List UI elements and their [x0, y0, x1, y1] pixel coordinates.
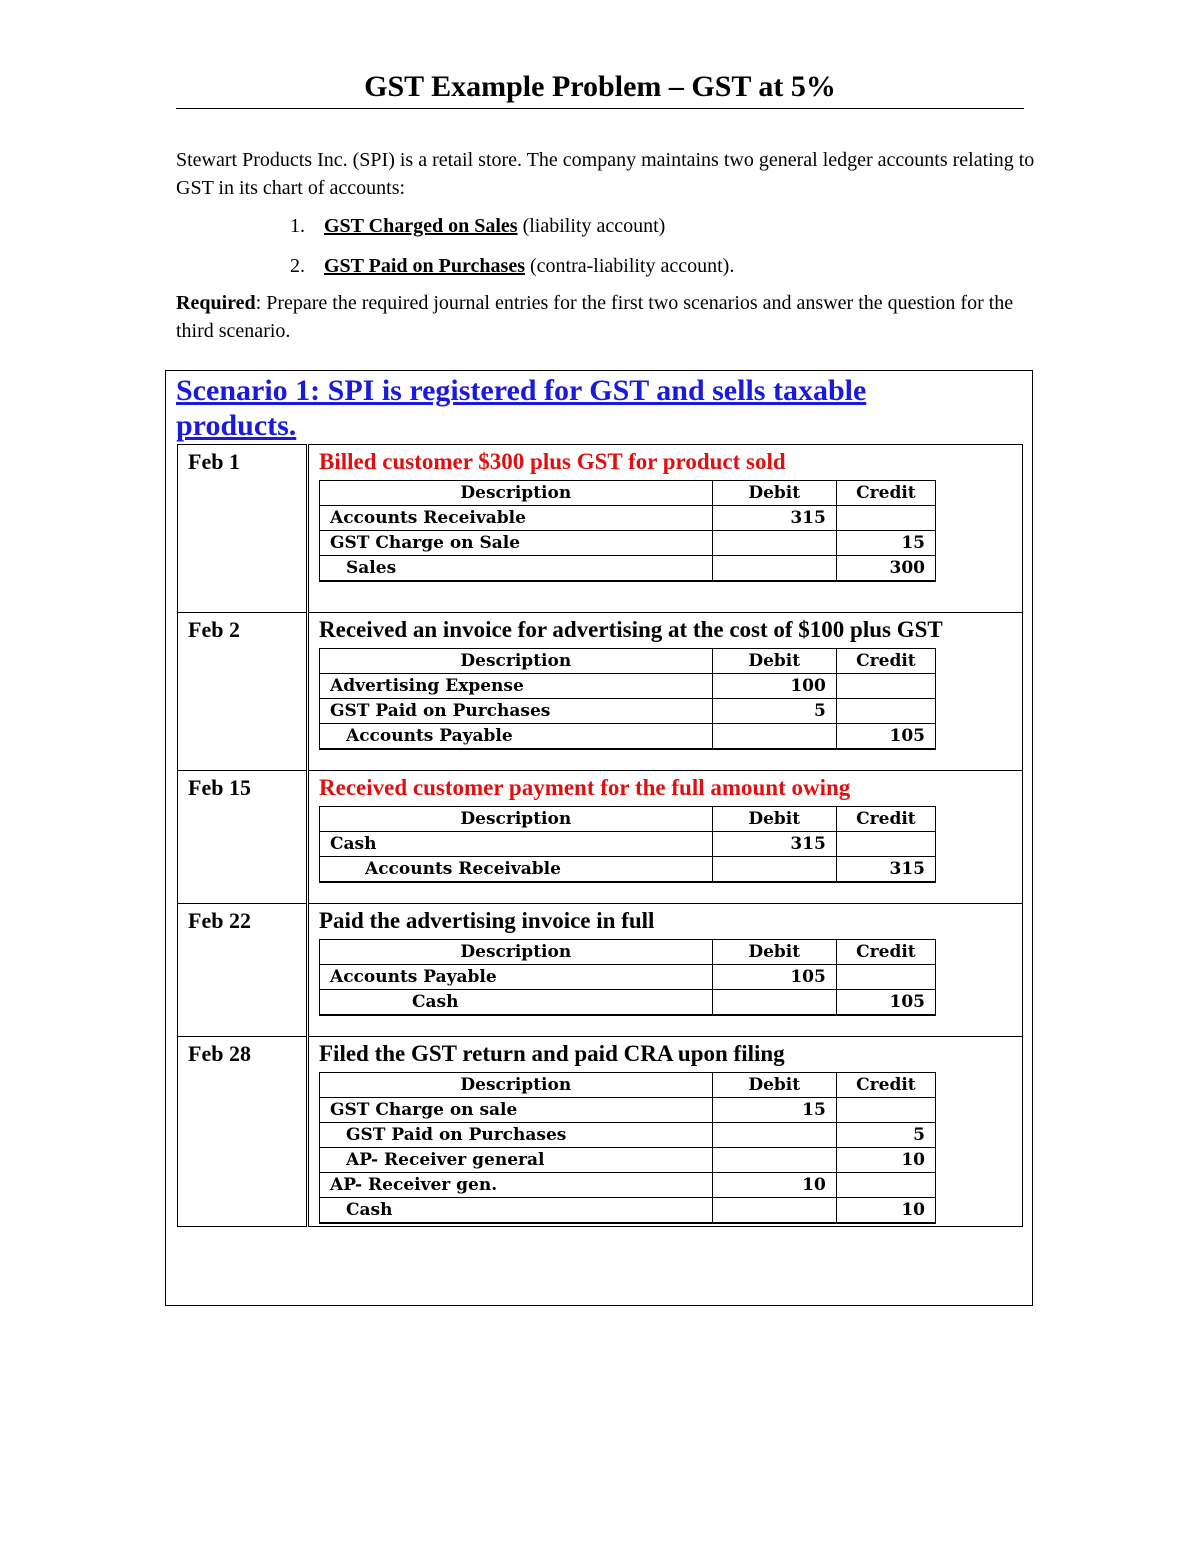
journal-row	[320, 699, 936, 724]
column-header-description: Description	[320, 1073, 713, 1098]
list-item	[290, 252, 734, 292]
journal-account: Accounts Receivable	[320, 857, 713, 883]
list-number: 1.	[290, 215, 305, 237]
intro-paragraph: Stewart Products Inc. (SPI) is a retail store. The company maintains two general ledger accounts relating to GST in its chart of accounts:	[176, 149, 1035, 199]
column-header-description: Description	[320, 807, 713, 832]
journal-table	[319, 939, 936, 1016]
entry-date: Feb 22	[178, 904, 308, 1037]
entry-body	[308, 1037, 1023, 1227]
journal-row	[320, 857, 936, 883]
journal-table	[319, 480, 936, 582]
journal-account: GST Paid on Purchases	[320, 699, 713, 724]
journal-credit	[836, 832, 935, 857]
required-label: Required	[176, 292, 256, 314]
required-text: : Prepare the required journal entries for the first two scenarios and answer the question for the third scenario.	[176, 292, 1014, 342]
journal-debit	[712, 724, 836, 750]
journal-account: GST Charge on sale	[320, 1098, 713, 1123]
journal-row	[320, 1148, 936, 1173]
account-note: (liability account)	[517, 215, 666, 237]
entry-row	[178, 613, 1023, 771]
journal-account: Cash	[320, 1198, 713, 1224]
journal-account: Advertising Expense	[320, 674, 713, 699]
journal-account: Accounts Receivable	[320, 506, 713, 531]
column-header-debit: Debit	[712, 1073, 836, 1098]
entry-event: Filed the GST return and paid CRA upon filing	[319, 1041, 785, 1066]
journal-credit	[836, 506, 935, 531]
journal-credit: 10	[836, 1198, 935, 1224]
entry-row	[178, 771, 1023, 904]
journal-account: GST Paid on Purchases	[320, 1123, 713, 1148]
journal-debit: 105	[712, 965, 836, 990]
required-paragraph	[176, 289, 1036, 345]
journal-row	[320, 1198, 936, 1224]
entry-date: Feb 15	[178, 771, 308, 904]
journal-debit: 315	[712, 832, 836, 857]
paragraph-marker	[319, 1224, 1022, 1226]
list-item	[290, 212, 734, 252]
journal-debit	[712, 1198, 836, 1224]
list-number: 2.	[290, 255, 305, 277]
page-title: GST Example Problem – GST at 5%	[364, 70, 836, 103]
journal-row	[320, 531, 936, 556]
journal-account: Cash	[320, 832, 713, 857]
gst-account-list	[290, 212, 734, 292]
entry-date: Feb 2	[178, 613, 308, 771]
entry-event: Paid the advertising invoice in full	[319, 908, 655, 933]
paragraph-marker	[319, 1016, 1022, 1036]
journal-account: Sales	[320, 556, 713, 582]
journal-table	[319, 806, 936, 883]
journal-row	[320, 556, 936, 582]
entry-event: Received customer payment for the full amount owing	[319, 775, 851, 800]
paragraph-marker	[319, 750, 1022, 770]
column-header-credit: Credit	[836, 940, 935, 965]
account-name: GST Paid on Purchases	[324, 255, 525, 277]
scenario-title: Scenario 1: SPI is registered for GST and sells taxable products.	[176, 374, 867, 442]
column-header-credit: Credit	[836, 649, 935, 674]
entry-event: Received an invoice for advertising at the cost of $100 plus GST	[319, 617, 943, 642]
journal-debit	[712, 556, 836, 582]
entry-event: Billed customer $300 plus GST for product sold	[319, 449, 786, 474]
journal-account: GST Charge on Sale	[320, 531, 713, 556]
column-header-debit: Debit	[712, 940, 836, 965]
journal-row	[320, 965, 936, 990]
journal-account: AP- Receiver gen.	[320, 1173, 713, 1198]
journal-row	[320, 1123, 936, 1148]
journal-account: Cash	[320, 990, 713, 1016]
journal-header	[320, 807, 936, 832]
journal-debit: 10	[712, 1173, 836, 1198]
entry-body	[308, 613, 1023, 771]
paragraph-marker	[319, 883, 1022, 903]
journal-row	[320, 674, 936, 699]
column-header-description: Description	[320, 481, 713, 506]
column-header-credit: Credit	[836, 1073, 935, 1098]
entry-row	[178, 1037, 1023, 1227]
entries-table	[177, 444, 1023, 1227]
journal-credit	[836, 674, 935, 699]
journal-credit	[836, 1173, 935, 1198]
entry-body	[308, 445, 1023, 613]
journal-header	[320, 649, 936, 674]
column-header-debit: Debit	[712, 481, 836, 506]
journal-debit	[712, 1123, 836, 1148]
journal-account: AP- Receiver general	[320, 1148, 713, 1173]
account-name: GST Charged on Sales	[324, 215, 518, 237]
journal-debit: 15	[712, 1098, 836, 1123]
journal-credit: 10	[836, 1148, 935, 1173]
journal-credit: 105	[836, 990, 935, 1016]
journal-credit	[836, 965, 935, 990]
column-header-debit: Debit	[712, 649, 836, 674]
column-header-description: Description	[320, 940, 713, 965]
journal-debit: 315	[712, 506, 836, 531]
journal-row	[320, 832, 936, 857]
column-header-description: Description	[320, 649, 713, 674]
entry-row	[178, 445, 1023, 613]
journal-row	[320, 724, 936, 750]
entry-body	[308, 771, 1023, 904]
journal-credit	[836, 699, 935, 724]
entry-date: Feb 1	[178, 445, 308, 613]
journal-row	[320, 1173, 936, 1198]
journal-debit: 5	[712, 699, 836, 724]
journal-row	[320, 1098, 936, 1123]
journal-table	[319, 648, 936, 750]
journal-credit: 105	[836, 724, 935, 750]
journal-table	[319, 1072, 936, 1224]
journal-debit	[712, 990, 836, 1016]
column-header-credit: Credit	[836, 481, 935, 506]
journal-header	[320, 481, 936, 506]
entry-date: Feb 28	[178, 1037, 308, 1227]
journal-account: Accounts Payable	[320, 965, 713, 990]
column-header-credit: Credit	[836, 807, 935, 832]
journal-debit	[712, 531, 836, 556]
journal-debit	[712, 857, 836, 883]
journal-credit: 300	[836, 556, 935, 582]
paragraph-marker	[319, 582, 1022, 612]
journal-header	[320, 1073, 936, 1098]
journal-credit: 5	[836, 1123, 935, 1148]
journal-row	[320, 506, 936, 531]
journal-credit: 315	[836, 857, 935, 883]
title-rule	[176, 108, 1024, 109]
journal-credit: 15	[836, 531, 935, 556]
journal-credit	[836, 1098, 935, 1123]
entry-row	[178, 904, 1023, 1037]
journal-debit: 100	[712, 674, 836, 699]
entry-body	[308, 904, 1023, 1037]
journal-account: Accounts Payable	[320, 724, 713, 750]
journal-header	[320, 940, 936, 965]
journal-debit	[712, 1148, 836, 1173]
journal-row	[320, 990, 936, 1016]
account-note: (contra-liability account).	[524, 255, 735, 277]
column-header-debit: Debit	[712, 807, 836, 832]
